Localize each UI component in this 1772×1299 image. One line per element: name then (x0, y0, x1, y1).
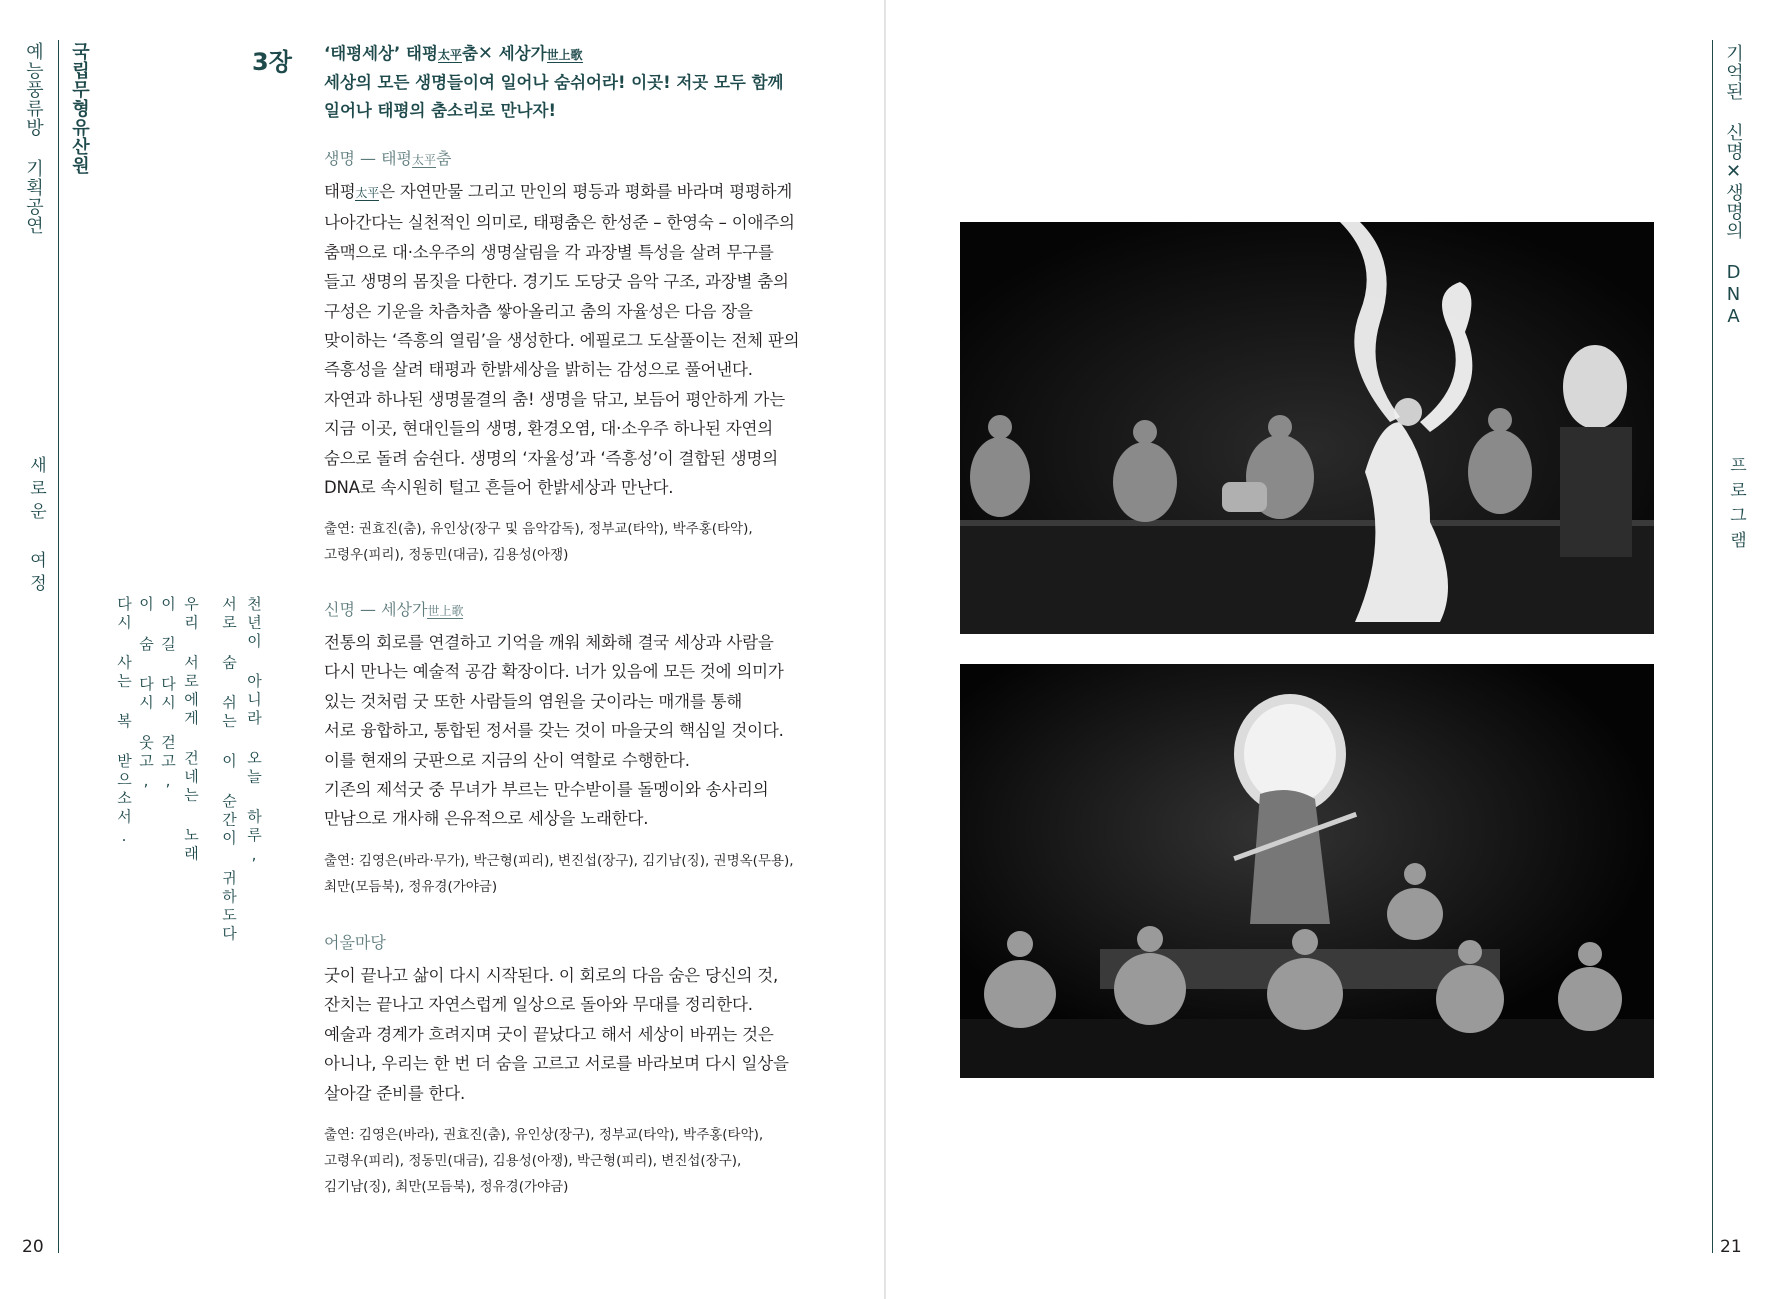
section-title (324, 146, 814, 169)
section-credits: 출연: 김영은(바라), 권효진(춤), 유인상(장구), 정부교(타악), 박주홍(타악), 고령우(피리), 정동민(대금), 김용성(아쟁), 박근형(피리), 변진섭(장구), 김기남(징), 최만(모듬북), 정유경(가야금) (324, 1127, 764, 1196)
chapter-title-part: 세상가 (492, 44, 547, 63)
section-credits: 출연: 김영은(바라·무가), 박근형(피리), 변진섭(장구), 김기남(징), 권명옥(무용), 최만(모듬북), 정유경(가야금) (324, 852, 794, 895)
chapter-title-hanja: 太平 (437, 48, 462, 62)
dancer-photo-illustration (960, 222, 1654, 634)
section-title: 어울마당 (324, 933, 386, 952)
chapter-number: 3장 (252, 48, 292, 76)
section-label: 프로그램 (1726, 456, 1746, 556)
section-title-text: 춤 (436, 149, 452, 168)
ensemble-photo-illustration (960, 664, 1654, 1078)
poem-line-5: 이 숨 다시 웃고, (137, 596, 155, 793)
chapter-header (324, 40, 824, 125)
poem-line-6: 다시 사는 복 받으소서. (115, 596, 133, 849)
section-sinmyeong (324, 597, 814, 900)
section-title-text: 신명 — 세상가 (324, 600, 428, 619)
section-body (324, 177, 814, 502)
poem-line-2: 서로 숨 쉬는 이 순간이 귀하도다 (220, 596, 238, 944)
series-title: 예능풍류방 기획공연 (23, 42, 44, 235)
institution-name: 국립무형유산원 (69, 42, 90, 175)
chapter-title-part: ‘태평세상’ 태평 (324, 44, 438, 63)
page-number-right: 21 (1720, 1237, 1742, 1257)
body-text: 은 자연만물 그리고 만인의 평등과 평화를 바라며 평평하게 나아간다는 실천적인 의미로, 태평춤은 한성준 – 한영숙 – 이애주의 춤맥으로 대·소우주의 생명살림을 각 과장별 특성을 살려 무구를 들고 생명의 몸짓을 다한다. 경기도 도당굿 음악 구조, 과장별 춤의 구성은 기운을 차츰차츰 쌓아올리고 춤의 자율성은 다음 장을 맞이하는 ‘즉흥의 열림’을 생성한다. 에필로그 도살풀이는 전체 판의 즉흥성을 살려 태평과 한밝세상을 밝히는 감성으로 풀어낸다. 자연과 하나된 생명물결의 춤! 생명을 닦고, 보듬어 평안하게 가는 지금 이곳, 현대인들의 생명, 환경오염, 대·소우주 하나된 자연의 숨으로 돌려 숨쉰다. 생명의 ‘자율성’과 ‘즉흥성’이 결합된 생명의 DNA로 속시원히 털고 흔들어 한밝세상과 만난다. (324, 182, 800, 498)
performance-photo-ensemble (960, 664, 1654, 1078)
section-title (324, 597, 814, 620)
section-eoulmadang (324, 930, 814, 1200)
section-body: 굿이 끝나고 삶이 다시 시작된다. 이 회로의 다음 숨은 당신의 것, 잔치는 끝나고 자연스럽게 일상으로 돌아와 무대를 정리한다. 예술과 경계가 흐려지며 굿이 끝났다고 해서 세상이 바뀌는 것은 아니나, 우리는 한 번 더 숨을 고르고 서로를 바라보며 다시 일상을 살아갈 준비를 한다. (324, 966, 789, 1103)
cross-icon: ✕ (477, 43, 493, 64)
section-title-hanja: 世上歌 (427, 604, 464, 618)
section-title-hanja: 太平 (412, 153, 437, 167)
poem-line-4: 이 길 다시 걷고, (159, 596, 177, 793)
chapter-tagline: 세상의 모든 생명들이여 일어나 숨쉬어라! 이곳! 저곳 모두 함께 일어나 태평의 춤소리로 만나자! (324, 73, 784, 120)
section-body: 전통의 회로를 연결하고 기억을 깨워 체화해 결국 세상과 사람을 다시 만나는 예술적 공감 확장이다. 너가 있음에 모든 것에 의미가 있는 것처럼 굿 또한 사람들의 염원을 굿이라는 매개를 통해 서로 융합하고, 통합된 정서를 갖는 것이 마을굿의 핵심일 것이다. 이를 현재의 굿판으로 지금의 산이 역할로 수행한다. 기존의 제석굿 중 무녀가 부르는 만수받이를 돌멩이와 송사리의 만남으로 개사해 은유적으로 세상을 노래한다. (324, 633, 784, 829)
poem-line-3: 우리 서로에게 건네는 노래 (182, 596, 200, 864)
left-margin-rule (58, 40, 59, 1253)
poem-line-1: 천년이 아니라 오늘 하루, (245, 596, 263, 867)
performance-photo-dancer (960, 222, 1654, 634)
chapter-title (324, 40, 824, 69)
section-life (324, 146, 814, 568)
program-title: 기억된 신명✕생명의 DNA (1723, 44, 1744, 328)
body-lead: 태평 (324, 182, 356, 201)
event-subtitle: 새로운 여정 (26, 456, 46, 597)
chapter-title-part: 춤 (461, 44, 478, 63)
right-margin-rule (1712, 40, 1713, 1253)
page-number-left: 20 (22, 1237, 44, 1257)
section-credits: 출연: 권효진(춤), 유인상(장구 및 음악감독), 정부교(타악), 박주홍(타악), 고령우(피리), 정동민(대금), 김용성(아쟁) (324, 521, 753, 564)
right-page (886, 0, 1772, 1299)
section-title-text: 생명 — 태평 (324, 149, 412, 168)
body-lead-hanja: 太平 (355, 186, 380, 200)
chapter-title-hanja: 世上歌 (546, 48, 583, 62)
